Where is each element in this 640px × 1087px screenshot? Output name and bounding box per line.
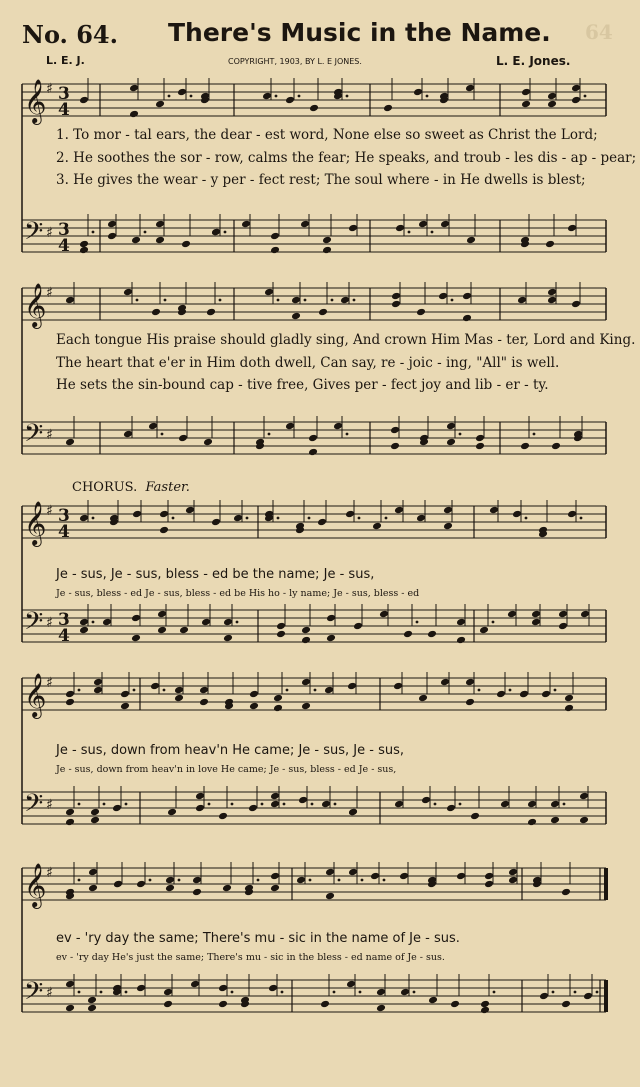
treble-clef-icon: 𝄞 xyxy=(24,283,47,327)
treble-clef-icon: 𝄞 xyxy=(24,673,47,717)
time-signature-top: 3 xyxy=(58,506,70,526)
time-signature-bottom: 4 xyxy=(58,626,70,646)
chorus-line-1-bass: Je - sus, bless - ed Je - sus, bless - ed be His ho - ly name; Je - sus, bless - ed xyxy=(56,588,420,599)
dot-icon xyxy=(338,879,341,882)
dot-icon xyxy=(78,879,81,882)
note-head xyxy=(320,1000,330,1009)
note-head xyxy=(218,1000,228,1009)
verse-3-line-2: He sets the sin-bound cap - tive free, Gives per - fect joy and lib - er - ty. xyxy=(56,377,549,393)
treble-clef-icon: 𝄞 xyxy=(24,863,47,907)
dot-icon xyxy=(281,991,284,994)
note-head xyxy=(539,992,549,1001)
sharp-icon: ♯ xyxy=(46,615,53,631)
chorus-line-2-bass: Je - sus, down from heav'n in love He came; Je - sus, bless - ed Je - sus, xyxy=(56,764,397,775)
note-head xyxy=(192,876,202,885)
chorus-line-3-bass: ev - 'ry day He's just the same; There's mu - sic in the bless - ed name of Je - sus. xyxy=(56,952,445,963)
treble-staff xyxy=(22,868,606,900)
sharp-icon: ♯ xyxy=(46,81,53,97)
note-head xyxy=(399,872,409,881)
dot-icon xyxy=(78,991,81,994)
bass-clef-icon: 𝄢 xyxy=(24,419,44,454)
verse-2-line-2: The heart that e'er in Him doth dwell, Can say, re - joic - ing, "All" is well. xyxy=(56,355,560,371)
sharp-icon: ♯ xyxy=(46,427,53,443)
treble-clef-icon: 𝄞 xyxy=(24,501,47,545)
words-by: L. E. J. xyxy=(46,54,85,67)
sharp-icon: ♯ xyxy=(46,285,53,301)
note-head xyxy=(376,1004,386,1013)
bass-clef-icon: 𝄢 xyxy=(24,607,44,642)
note-head xyxy=(88,884,98,893)
note-head xyxy=(508,868,518,877)
dot-icon xyxy=(309,879,312,882)
verse-1-line-2: Each tongue His praise should gladly sing, And crown Him Mas - ter, Lord and King. xyxy=(56,332,636,348)
chorus-tempo: Faster. xyxy=(145,480,190,495)
verse-1-line-1: 1. To mor - tal ears, the dear - est word, None else so sweet as Christ the Lord; xyxy=(56,127,598,143)
bleed-through-number: 64 xyxy=(585,20,613,44)
time-signature-bottom: 4 xyxy=(58,522,70,542)
note-head xyxy=(325,868,335,877)
dot-icon xyxy=(333,991,336,994)
time-signature-top: 3 xyxy=(58,610,70,630)
note-head xyxy=(370,872,380,881)
note-head xyxy=(450,1000,460,1009)
time-signature-top: 3 xyxy=(58,84,70,104)
note-head xyxy=(136,984,146,993)
chorus-line-3: ev - 'ry day the same; There's mu - sic in the name of Je - sus. xyxy=(56,931,460,946)
note-head xyxy=(268,984,278,993)
note-head xyxy=(192,888,202,897)
sharp-icon: ♯ xyxy=(46,985,53,1001)
chorus-line-2: Je - sus, down from heav'n He came; Je - sus, Je - sus, xyxy=(56,743,405,758)
dot-icon xyxy=(231,991,234,994)
sharp-icon: ♯ xyxy=(46,797,53,813)
note-head xyxy=(270,872,280,881)
note-head xyxy=(218,984,228,993)
dot-icon xyxy=(574,991,577,994)
note-head xyxy=(325,892,335,901)
note-head xyxy=(561,888,571,897)
hymn-title: There's Music in the Name. xyxy=(168,18,551,47)
sharp-icon: ♯ xyxy=(46,675,53,691)
hymn-number: No. 64. xyxy=(22,20,118,49)
note-head xyxy=(428,996,438,1005)
bass-clef-icon: 𝄢 xyxy=(24,789,44,824)
note-head xyxy=(480,1006,490,1015)
note-head xyxy=(222,884,232,893)
dot-icon xyxy=(552,991,555,994)
dot-icon xyxy=(383,879,386,882)
dot-icon xyxy=(100,991,103,994)
note-head xyxy=(163,1000,173,1009)
time-signature-bottom: 4 xyxy=(58,236,70,256)
verse-3-line-1: 3. He gives the wear - y per - fect rest; The soul where - in He dwells is blest; xyxy=(56,172,586,188)
sharp-icon: ♯ xyxy=(46,225,53,241)
note-head xyxy=(484,872,494,881)
note-head xyxy=(163,988,173,997)
note-head xyxy=(484,880,494,889)
note-head xyxy=(583,992,593,1001)
note-head xyxy=(456,872,466,881)
sharp-icon: ♯ xyxy=(46,865,53,881)
dot-icon xyxy=(493,991,496,994)
dot-icon xyxy=(596,991,599,994)
note-head xyxy=(165,884,175,893)
note-head xyxy=(87,996,97,1005)
time-signature-bottom: 4 xyxy=(58,100,70,120)
time-signature-top: 3 xyxy=(58,220,70,240)
note-head xyxy=(346,980,356,989)
note-head xyxy=(165,876,175,885)
note-head xyxy=(508,876,518,885)
bass-clef-icon: 𝄢 xyxy=(24,977,44,1012)
note-head xyxy=(376,988,386,997)
treble-clef-icon: 𝄞 xyxy=(24,79,47,123)
note-head xyxy=(270,884,280,893)
dot-icon xyxy=(125,991,128,994)
note-head xyxy=(561,1000,571,1009)
note-head xyxy=(190,980,200,989)
dot-icon xyxy=(149,879,152,882)
note-head xyxy=(65,980,75,989)
chorus-line-1: Je - sus, Je - sus, bless - ed be the name; Je - sus, xyxy=(56,567,375,582)
verse-2-line-1: 2. He soothes the sor - row, calms the fear; He speaks, and troub - les dis - ap - pear; xyxy=(56,150,637,166)
dot-icon xyxy=(257,879,260,882)
note-head xyxy=(348,868,358,877)
note-head xyxy=(88,868,98,877)
dot-icon xyxy=(178,879,181,882)
note-head xyxy=(65,1004,75,1013)
dot-icon xyxy=(361,879,364,882)
copyright: COPYRIGHT, 1903, BY L. E JONES. xyxy=(228,57,362,66)
sharp-icon: ♯ xyxy=(46,503,53,519)
dot-icon xyxy=(359,991,362,994)
note-head xyxy=(113,880,123,889)
note-head xyxy=(136,880,146,889)
bass-staff xyxy=(22,980,606,1012)
note-head xyxy=(87,1004,97,1013)
note-head xyxy=(296,876,306,885)
composer: L. E. Jones. xyxy=(496,54,571,68)
note-head xyxy=(400,988,410,997)
chorus-heading: CHORUS. xyxy=(72,480,138,495)
bass-clef-icon: 𝄢 xyxy=(24,217,44,252)
dot-icon xyxy=(413,991,416,994)
